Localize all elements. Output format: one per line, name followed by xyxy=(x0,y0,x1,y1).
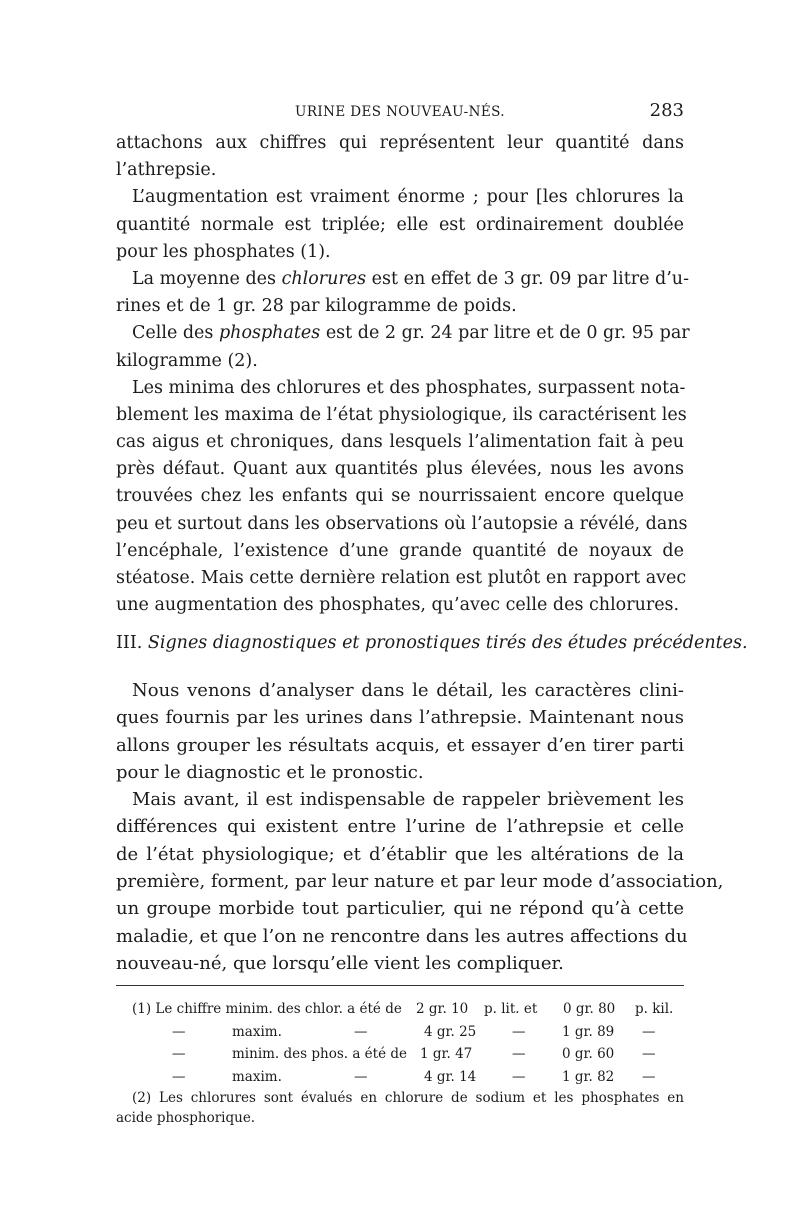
ditto-mark: — xyxy=(354,1023,368,1040)
footnote-2-line: acide phosphorique. xyxy=(116,1110,256,1126)
ditto-mark: — xyxy=(354,1068,368,1085)
text-line xyxy=(116,320,690,347)
text-line: trouvées chez les enfants qui se nourrissaient encore quelque xyxy=(116,486,684,507)
ditto-mark: — xyxy=(512,1068,526,1085)
footnote-1-row xyxy=(116,1021,684,1044)
text-line: ques fournis par les urines dans l’athrepsie. Maintenant nous xyxy=(116,707,684,729)
footnote-2-line: (2) Les chlorures sont évalués en chlorure de sodium et les phosphates en xyxy=(132,1090,684,1106)
text-fragment: Celle des xyxy=(132,323,219,344)
italic-term: chlorures xyxy=(281,268,367,289)
text-line: stéatose. Mais cette dernière relation est plutôt en rapport avec xyxy=(116,568,687,588)
text-fragment: est en effet de 3 gr. 09 par litre d’u- xyxy=(366,268,689,289)
body-text-bottom xyxy=(116,677,724,977)
footnote-1-row xyxy=(116,1066,684,1089)
footnote-value: 1 gr. 82 xyxy=(562,1068,615,1085)
footnote-value: 0 gr. 80 xyxy=(563,1001,616,1017)
footnote-unit: p. lit. et xyxy=(484,1001,538,1017)
text-line: Les minima des chlorures et des phosphates, surpassent nota- xyxy=(132,377,686,398)
section-number: III. xyxy=(116,633,143,653)
text-line: rines et de 1 gr. 28 par kilogramme de poids. xyxy=(116,296,517,317)
ditto-mark: — xyxy=(172,1068,186,1085)
text-line: pour le diagnostic et le pronostic. xyxy=(116,761,424,783)
ditto-mark: — xyxy=(172,1023,186,1040)
ditto-mark: — xyxy=(512,1023,526,1040)
footnote-value: 0 gr. 60 xyxy=(562,1046,615,1062)
text-line: attachons aux chiffres qui représentent leur quantité dans xyxy=(116,133,684,153)
page-number: 283 xyxy=(649,100,684,121)
running-head: URINE DES NOUVEAU-NÉS. xyxy=(295,104,505,120)
text-line: L’augmentation est vraiment énorme ; pour [les chlorures la xyxy=(132,187,684,208)
text-line: Mais avant, il est indispensable de rappeler brièvement les xyxy=(132,789,684,811)
text-line: première, forment, par leur nature et par leur mode d’association, xyxy=(116,871,724,893)
text-line: blement les maxima de l’état physiologique, ils caractérisent les xyxy=(116,404,687,425)
ditto-mark: — xyxy=(642,1046,656,1062)
text-line: de l’état physiologique; et d’établir que les altérations de la xyxy=(116,843,684,865)
text-line: nouveau-né, que lorsqu’elle vient les compliquer. xyxy=(116,952,564,974)
text-line: l’athrepsie. xyxy=(116,160,217,181)
section-heading xyxy=(116,633,748,653)
footnote-label: (1) Le chiffre minim. des chlor. a été de xyxy=(132,1001,402,1017)
footnote-label: minim. des phos. a été de xyxy=(232,1046,408,1062)
text-line: quantité normale est triplée; elle est ordinairement doublée xyxy=(116,214,684,235)
page-header xyxy=(116,100,684,126)
text-line: peu et surtout dans les observations où l’autopsie a révélé, dans xyxy=(116,513,688,534)
text-line: Nous venons d’analyser dans le détail, les caractères clini- xyxy=(132,680,684,701)
text-line: allons grouper les résultats acquis, et essayer d’en tirer parti xyxy=(116,734,684,756)
footnote-separator xyxy=(116,985,684,986)
ditto-mark: — xyxy=(642,1068,656,1085)
text-line: différences qui existent entre l’urine de l’athrepsie et celle xyxy=(116,816,684,838)
body-text-top xyxy=(116,130,690,619)
italic-term: phosphates xyxy=(218,323,321,344)
ditto-mark: — xyxy=(642,1023,656,1040)
ditto-mark: — xyxy=(172,1046,186,1062)
text-line: kilogramme (2). xyxy=(116,350,258,371)
text-line: maladie, et que l’on ne rencontre dans les autres affections du xyxy=(116,925,688,947)
text-line xyxy=(116,266,689,293)
ditto-mark: — xyxy=(512,1046,526,1062)
footnote-value: 4 gr. 25 xyxy=(424,1023,477,1040)
footnote-label: maxim. xyxy=(232,1068,282,1085)
text-line: pour les phosphates (1). xyxy=(116,241,331,262)
footnote-value: 2 gr. 10 xyxy=(416,1001,469,1017)
footnote-value: 1 gr. 89 xyxy=(562,1023,615,1040)
footnote-1-row xyxy=(116,998,684,1021)
footnote-1-row xyxy=(116,1043,684,1066)
footnote-unit: p. kil. xyxy=(635,1001,674,1017)
footnote-value: 4 gr. 14 xyxy=(424,1068,477,1085)
footnote-label: maxim. xyxy=(232,1023,282,1040)
text-line: un groupe morbide tout particulier, qui ne répond qu’à cette xyxy=(116,898,684,920)
text-fragment: est de 2 gr. 24 par litre et de 0 gr. 95 par xyxy=(320,323,690,344)
text-line: l’encéphale, l’existence d’une grande quantité de noyaux de xyxy=(116,540,684,561)
section-title: Signes diagnostiques et pronostiques tirés des études précédentes. xyxy=(147,633,748,653)
footnotes xyxy=(116,998,684,1128)
text-line: près défaut. Quant aux quantités plus élevées, nous les avons xyxy=(116,459,684,480)
footnote-value: 1 gr. 47 xyxy=(420,1046,473,1062)
text-line: cas aigus et chroniques, dans lesquels l’alimentation fait à peu xyxy=(116,432,684,453)
text-fragment: La moyenne des xyxy=(132,268,282,289)
text-line: une augmentation des phosphates, qu’avec celle des chlorures. xyxy=(116,595,680,616)
